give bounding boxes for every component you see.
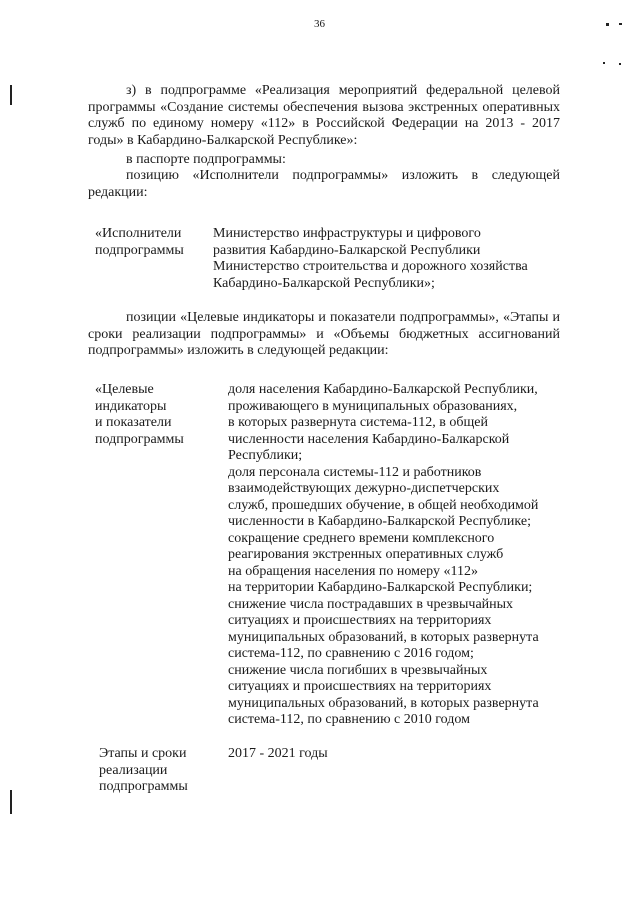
executors-label (95, 226, 184, 259)
indicators-value-line: снижение числа погибших в чрезвычайных (228, 662, 488, 678)
executors-label-line: «Исполнители (95, 226, 182, 241)
middle-paragraph: позиции «Целевые индикаторы и показатели подпрограммы», «Этапы и сроки реализации подпрограммы» и «Объемы бюджетных ассигнований подпрограммы» изложить в следующей редакции: (88, 310, 560, 358)
executors-value (213, 226, 528, 292)
indicators-value-line: Республики; (228, 448, 303, 463)
stages-value-line: 2017 - 2021 годы (228, 746, 328, 761)
scan-mark-left-edge-1 (10, 85, 12, 105)
stages-label (99, 746, 188, 796)
indicators-value-line: ситуациях и происшествиях на территориях (228, 613, 492, 628)
indicators-label-line: подпрограммы (95, 431, 184, 447)
stages-label-line: реализации (99, 762, 168, 778)
executors-value-line: Кабардино-Балкарской Республики»; (213, 275, 435, 291)
scan-mark-top-right-1 (606, 23, 609, 26)
indicators-label-line: и показатели (95, 415, 172, 430)
indicators-value-line: взаимодействующих дежурно-диспетчерских (228, 481, 500, 496)
stages-label-line: Этапы и сроки (99, 746, 187, 761)
indicators-value-line: реагирования экстренных оперативных служб (228, 547, 504, 562)
indicators-value-line: муниципальных образований, в которых развернута (228, 629, 539, 645)
executors-value-line: Министерство инфраструктуры и цифрового (213, 226, 481, 241)
indicators-value-line: ситуациях и происшествиях на территориях (228, 679, 492, 694)
scan-mark-top-right-2 (619, 23, 622, 25)
indicators-value (228, 382, 539, 729)
indicators-value-line: система-112, по сравнению с 2010 годом (228, 712, 470, 727)
indicators-value-line: служб, прошедших обучение, в общей необходимой (228, 497, 539, 513)
intro-paragraph-1: з) в подпрограмме «Реализация мероприятий федеральной целевой программы «Создание системы обеспечения вызова экстренных оперативных служб по единому номеру «112» в Российской Федерации на 2013 - 2017 годы» в Кабардино-Балкарской Республике»: (88, 83, 560, 148)
scan-mark-top-right-3 (603, 62, 605, 64)
indicators-value-line: численности населения Кабардино-Балкарской (228, 431, 510, 447)
scan-mark-left-edge-2 (10, 790, 12, 814)
scan-mark-top-right-4 (619, 63, 621, 65)
intro-paragraph-2 (88, 152, 560, 169)
executors-value-line: развития Кабардино-Балкарской Республики (213, 242, 481, 258)
executors-label-line: подпрограммы (95, 242, 184, 258)
intro-paragraph-3: позицию «Исполнители подпрограммы» изложить в следующей редакции: (88, 168, 560, 200)
indicators-value-line: численности в Кабардино-Балкарской Республике; (228, 514, 531, 529)
indicators-value-line: доля персонала системы-112 и работников (228, 464, 482, 480)
indicators-value-line: снижение числа пострадавших в чрезвычайных (228, 596, 514, 612)
indicators-value-line: в которых развернута система-112, в общей (228, 415, 488, 430)
indicators-value-line: система-112, по сравнению с 2016 годом; (228, 646, 474, 661)
page-number: 36 (314, 18, 325, 30)
indicators-label (95, 382, 184, 448)
indicators-value-line: проживающего в муниципальных образованиях, (228, 398, 518, 414)
stages-value (228, 746, 328, 763)
indicators-value-line: на территории Кабардино-Балкарской Республики; (228, 580, 533, 595)
indicators-value-line: сокращение среднего времени комплексного (228, 530, 495, 546)
intro-paragraph-2-text: в паспорте подпрограммы: (126, 152, 286, 167)
indicators-label-line: индикаторы (95, 398, 167, 414)
executors-value-line: Министерство строительства и дорожного хозяйства (213, 259, 528, 274)
indicators-value-line: доля населения Кабардино-Балкарской Республики, (228, 382, 538, 397)
indicators-value-line: муниципальных образований, в которых развернута (228, 695, 539, 711)
stages-label-line: подпрограммы (99, 779, 188, 794)
indicators-label-line: «Целевые (95, 382, 154, 397)
indicators-value-line: на обращения населения по номеру «112» (228, 563, 478, 579)
